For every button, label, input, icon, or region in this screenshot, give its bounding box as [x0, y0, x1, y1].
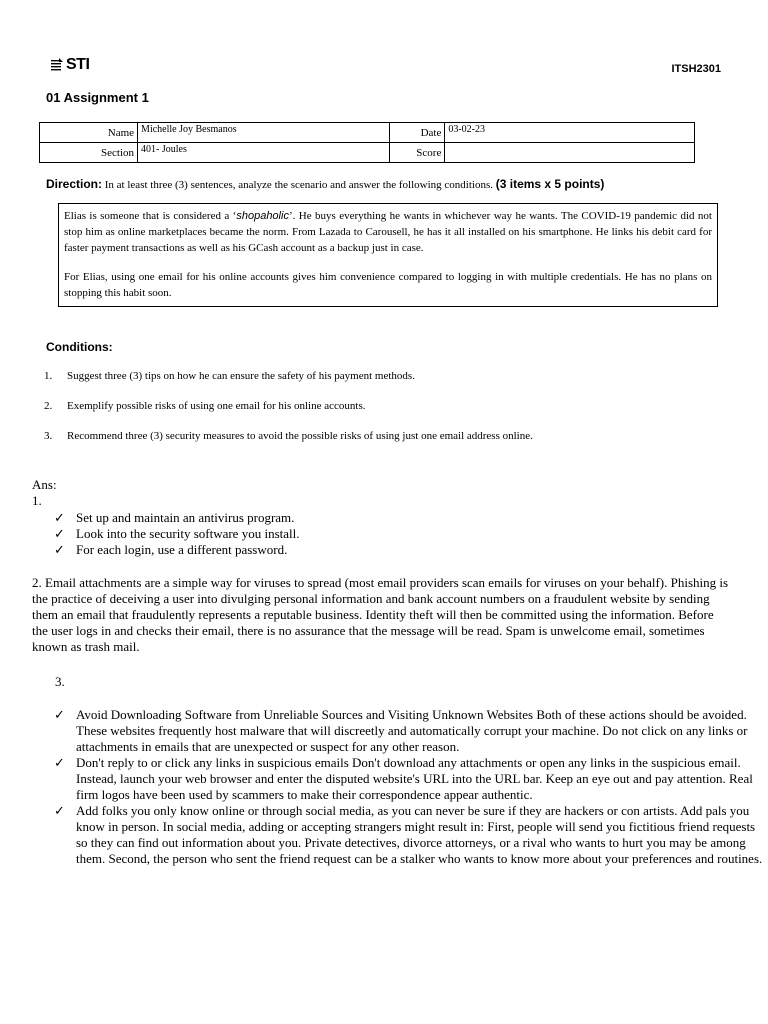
info-row-section	[40, 143, 695, 163]
answers-label: Ans:	[32, 477, 57, 492]
scenario-box	[58, 203, 718, 307]
direction-label: Direction:	[46, 177, 103, 191]
name-value: Michelle Joy Besmanos	[138, 123, 390, 143]
scenario-text-start: Elias is someone that is considered a ‘	[64, 210, 237, 222]
answer-3-list	[54, 707, 766, 867]
list-item	[54, 526, 454, 542]
answers-label-block	[32, 477, 57, 509]
logo-text: STI	[66, 56, 90, 73]
list-item	[54, 803, 766, 867]
scenario-paragraph-2: For Elias, using one email for his online accounts gives him convenience compared to logging in with multiple credentials. He has no plans on stopping this habit soon.	[64, 271, 712, 299]
course-code: ITSH2301	[671, 63, 721, 75]
list-item	[54, 707, 766, 755]
checkmark-icon: ✓	[54, 510, 65, 525]
answer-1-list	[54, 510, 454, 558]
score-label: Score	[389, 143, 445, 163]
answer-1-number: 1.	[32, 493, 42, 508]
condition-item	[44, 370, 724, 400]
page-title: 01 Assignment 1	[46, 90, 149, 105]
condition-number: 2.	[44, 400, 53, 412]
list-item	[54, 510, 454, 526]
direction-points: (3 items x 5 points)	[495, 177, 605, 191]
condition-item	[44, 400, 724, 430]
answer-text: Don't reply to or click any links in suspicious emails Don't download any attachments or open any links in the suspicious email. Instead, launch your web browser and enter the disputed website's URL into the URL bar. Keep an eye out and pay attention. Real firm logos have been used by scammers to make their correspondence appear authentic.	[76, 755, 753, 802]
shopaholic-term: shopaholic	[236, 210, 289, 222]
answer-2-paragraph: 2. Email attachments are a simple way for viruses to spread (most email providers scan emails for viruses on your behalf). Phishing is the practice of deceiving a user into divulging personal information and bank account numbers on a fraudulent website by sending them an email that fraudulently represents a reputable business. Identity theft will then be committed using the information. Before the user logs in and checks their email, there is no assurance that the message will be read. Spam is unwelcome email, sometimes known as trash mail.	[32, 575, 729, 654]
checkmark-icon: ✓	[54, 803, 65, 818]
list-item	[54, 755, 766, 803]
checkmark-icon: ✓	[54, 526, 65, 541]
answer-text: Look into the security software you install.	[76, 526, 300, 541]
answer-text: Add folks you only know online or through social media, as you can never be sure if they are hackers or con artists. Add pals you know in person. In social media, adding or accepting strangers might result in: First, people will send you fictitious friend requests so they can find out information about you. Private detectives, divorce attorneys, or a rival who wants to hurt you may be among them. Second, the person who sent the friend request can be a stalker who wants to know more about your preferences and routines.	[76, 803, 763, 866]
condition-item	[44, 430, 724, 460]
score-value	[445, 143, 695, 163]
section-value: 401- Joules	[138, 143, 390, 163]
condition-text: Exemplify possible risks of using one email for his online accounts.	[67, 400, 366, 412]
condition-text: Recommend three (3) security measures to avoid the possible risks of using just one email address online.	[67, 430, 533, 442]
answer-text: Avoid Downloading Software from Unreliable Sources and Visiting Unknown Websites Both of these actions should be avoided. These websites frequently host malware that will discreetly and automatically corrupt your machine. Do not click on any links or attachments in emails that are unexpected or suspect for any other reason.	[76, 707, 748, 754]
answer-text: Set up and maintain an antivirus program.	[76, 510, 295, 525]
conditions-list	[44, 370, 724, 460]
scenario-paragraph-1	[64, 208, 712, 256]
checkmark-icon: ✓	[54, 542, 65, 557]
answer-3-number: 3.	[55, 674, 65, 689]
date-label: Date	[389, 123, 445, 143]
direction	[46, 177, 736, 191]
checkmark-icon: ✓	[54, 755, 65, 770]
list-item	[54, 542, 454, 558]
condition-number: 3.	[44, 430, 53, 442]
section-label: Section	[40, 143, 138, 163]
name-label: Name	[40, 123, 138, 143]
info-row-name	[40, 123, 695, 143]
answer-text: For each login, use a different password.	[76, 542, 288, 557]
scenario-text-rest: ’. He buys everything he wants in whichever way he wants. The COVID-19 pandemic did not stop him as online marketplaces became the norm. From Lazada to Carousell, he has it all installed on his smartphone. He links his debit card for faster payment transactions as well as his GCash account as a backup just in case.	[64, 210, 712, 254]
direction-text: In at least three (3) sentences, analyze the scenario and answer the following conditions.	[104, 179, 493, 191]
condition-number: 1.	[44, 370, 53, 382]
logo-mark-icon	[50, 57, 64, 73]
date-value: 03-02-23	[445, 123, 695, 143]
student-info-table	[39, 122, 695, 163]
sti-logo	[50, 56, 89, 74]
condition-text: Suggest three (3) tips on how he can ensure the safety of his payment methods.	[67, 370, 415, 382]
checkmark-icon: ✓	[54, 707, 65, 722]
conditions-heading: Conditions:	[46, 340, 113, 354]
